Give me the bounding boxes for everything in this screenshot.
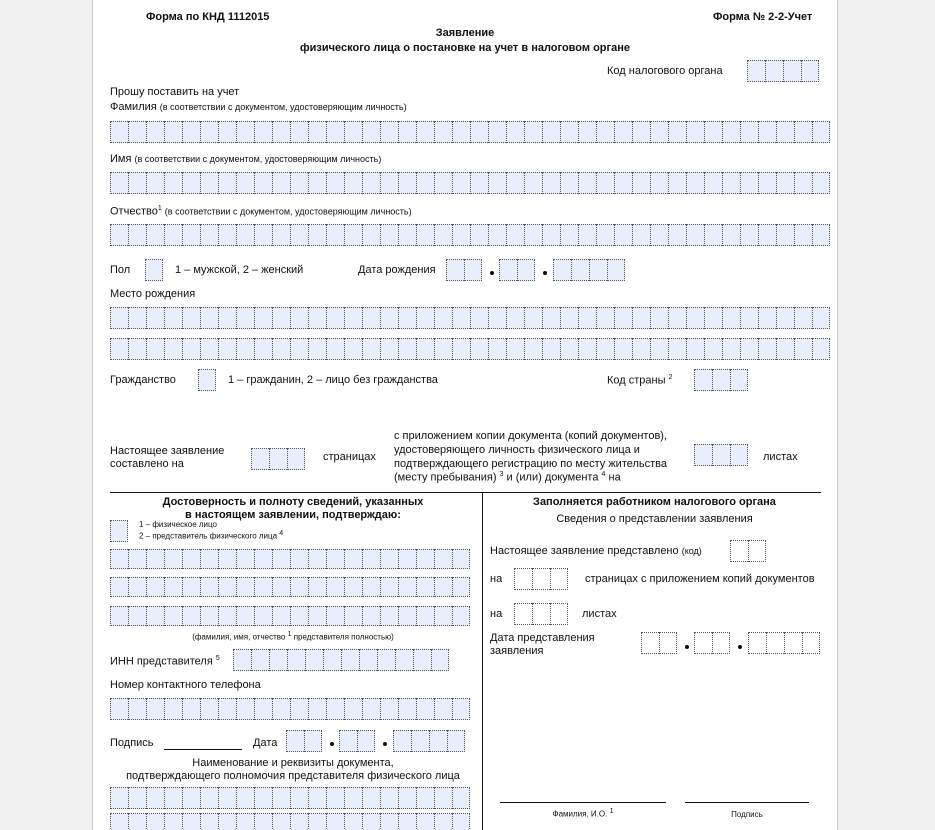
citizenship-label: Гражданство bbox=[110, 374, 176, 386]
inn-field[interactable] bbox=[233, 649, 449, 671]
doc-title-line1: Наименование и реквизиты документа, bbox=[192, 757, 394, 769]
surname-label bbox=[110, 101, 407, 113]
tax-authority-code-label: Код налогового органа bbox=[607, 65, 723, 77]
surname-label-text: Фамилия bbox=[110, 101, 157, 113]
signer-option-2 bbox=[139, 530, 283, 541]
inn-footnote: 5 bbox=[215, 655, 220, 662]
patronymic-label bbox=[110, 205, 412, 218]
phone-field[interactable] bbox=[110, 698, 470, 720]
birth-place-field-2[interactable] bbox=[110, 338, 830, 360]
authority-doc-field-2[interactable] bbox=[110, 813, 470, 830]
signer-option-1: 1 – физическое лицо bbox=[139, 520, 217, 529]
pages-text-line1: Настоящее заявление bbox=[110, 445, 225, 457]
birth-place-label: Место рождения bbox=[110, 288, 196, 300]
inn-label bbox=[110, 655, 220, 668]
pages-count-field[interactable] bbox=[251, 448, 305, 470]
submission-year-field[interactable] bbox=[748, 632, 820, 654]
doc-title-line2: подтверждающего полномочия представителя физического лица bbox=[126, 770, 460, 782]
attach-footnote-3: 3 bbox=[499, 471, 504, 478]
date-separator bbox=[738, 645, 742, 649]
tax-officer-subtitle: Сведения о представлении заявления bbox=[556, 513, 753, 525]
submission-day-field[interactable] bbox=[641, 632, 677, 654]
signer-option-2-text: 2 – представитель физического лица bbox=[139, 531, 278, 541]
column-divider bbox=[482, 492, 483, 830]
officer-signature-line[interactable] bbox=[685, 802, 809, 803]
submitted-label-text: Настоящее заявление представлено bbox=[490, 545, 679, 557]
confirm-title-line1: Достоверность и полноту сведений, указанных bbox=[162, 496, 424, 508]
attach-text-line4 bbox=[394, 471, 621, 484]
sign-month-field[interactable] bbox=[339, 730, 375, 752]
fio-note-b: представителя полностью) bbox=[291, 632, 394, 642]
country-code-field[interactable] bbox=[694, 369, 748, 391]
attach-footnote-4: 4 bbox=[601, 471, 606, 478]
on-label-2: на bbox=[490, 608, 503, 620]
officer-pages-field[interactable] bbox=[514, 568, 568, 590]
patronymic-field[interactable] bbox=[110, 224, 830, 246]
form-title-line2: физического лица о постановке на учет в налоговом органе bbox=[300, 42, 630, 54]
officer-signature-label: Подпись bbox=[731, 810, 763, 819]
date-separator bbox=[685, 645, 689, 649]
section-divider bbox=[110, 492, 821, 493]
patronymic-footnote: 1 bbox=[157, 205, 162, 212]
knd-code: Форма по КНД 1112015 bbox=[146, 11, 270, 23]
date-separator bbox=[490, 271, 494, 275]
citizenship-field[interactable] bbox=[198, 369, 216, 391]
officer-fio-footnote: 1 bbox=[609, 808, 614, 815]
sex-field[interactable] bbox=[145, 259, 163, 281]
signer-type-field[interactable] bbox=[110, 520, 128, 542]
patronymic-note: (в соответствии с документом, удостоверяющим личность) bbox=[164, 206, 412, 217]
tax-authority-code-field[interactable] bbox=[747, 60, 819, 82]
officer-sheets-field[interactable] bbox=[514, 603, 568, 625]
date-separator bbox=[383, 742, 387, 746]
sign-day-field[interactable] bbox=[286, 730, 322, 752]
submission-date-line1: Дата представления bbox=[490, 632, 595, 644]
country-code-label bbox=[607, 374, 672, 387]
name-field[interactable] bbox=[110, 172, 830, 194]
representative-fio-field-2[interactable] bbox=[110, 577, 470, 597]
date-separator bbox=[330, 742, 334, 746]
representative-fio-field-3[interactable] bbox=[110, 606, 470, 626]
sex-label: Пол bbox=[110, 264, 131, 276]
tax-registration-form bbox=[93, 0, 837, 830]
submission-month-field[interactable] bbox=[694, 632, 730, 654]
name-note: (в соответствии с документом, удостоверяющим личность) bbox=[134, 154, 382, 164]
tax-officer-title: Заполняется работником налогового органа bbox=[533, 496, 776, 508]
birth-date-label: Дата рождения bbox=[358, 264, 436, 276]
submitted-code-field[interactable] bbox=[730, 540, 766, 562]
officer-fio-label-text: Фамилия, И.О. bbox=[552, 809, 608, 819]
sign-year-field[interactable] bbox=[393, 730, 465, 752]
sheets-label: листах bbox=[582, 608, 617, 620]
country-code-label-text: Код страны bbox=[607, 374, 666, 387]
citizenship-hint: 1 – гражданин, 2 – лицо без гражданства bbox=[228, 374, 438, 386]
signature-line[interactable] bbox=[164, 749, 242, 750]
authority-doc-field-1[interactable] bbox=[110, 787, 470, 809]
officer-fio-line[interactable] bbox=[500, 802, 666, 803]
birth-place-field-1[interactable] bbox=[110, 307, 830, 329]
signer-option-2-footnote: 4 bbox=[279, 530, 284, 537]
inn-label-text: ИНН представителя bbox=[110, 655, 213, 668]
birth-year-field[interactable] bbox=[553, 259, 625, 281]
patronymic-label-text: Отчество bbox=[110, 205, 158, 218]
sheets-count-field[interactable] bbox=[694, 444, 748, 466]
surname-field[interactable] bbox=[110, 121, 830, 143]
date-separator bbox=[543, 271, 547, 275]
country-code-footnote: 2 bbox=[668, 374, 673, 381]
sex-hint: 1 – мужской, 2 – женский bbox=[175, 264, 304, 276]
pages-with-copies-text: страницах с приложением копий документов bbox=[585, 573, 815, 585]
birth-day-field[interactable] bbox=[446, 259, 482, 281]
attach-text-line1: с приложением копии документа (копий документов), bbox=[394, 430, 668, 442]
fio-note-footnote: 1 bbox=[287, 631, 292, 638]
signature-label: Подпись bbox=[110, 737, 154, 749]
request-text: Прошу поставить на учет bbox=[110, 86, 240, 98]
pages-unit: страницах bbox=[323, 451, 376, 463]
on-label-1: на bbox=[490, 573, 503, 585]
form-title-line1: Заявление bbox=[435, 27, 495, 39]
fio-note bbox=[110, 631, 476, 642]
representative-fio-field-1[interactable] bbox=[110, 549, 470, 569]
pages-text-line2: составлено на bbox=[110, 458, 184, 470]
fio-note-a: (фамилия, имя, отчество bbox=[192, 632, 286, 642]
birth-month-field[interactable] bbox=[499, 259, 535, 281]
submitted-label bbox=[490, 545, 702, 557]
attach-text-line4-b: и (или) документа bbox=[503, 471, 599, 484]
form-number: Форма № 2-2-Учет bbox=[713, 11, 813, 23]
attach-text-line4-a: (месту пребывания) bbox=[394, 471, 497, 484]
submission-date-line2: заявления bbox=[490, 645, 544, 657]
attach-text-line4-c: на bbox=[605, 471, 621, 484]
submitted-code-note: (код) bbox=[681, 546, 702, 556]
officer-fio-label bbox=[500, 808, 666, 819]
attach-text-line2: удостоверяющего личность физического лица и bbox=[394, 444, 640, 456]
surname-note: (в соответствии с документом, удостоверяющим личность) bbox=[159, 102, 407, 112]
date-label: Дата bbox=[253, 737, 278, 749]
sheets-unit: листах bbox=[763, 451, 798, 463]
name-label-text: Имя bbox=[110, 153, 132, 165]
confirm-title-line2: в настоящем заявлении, подтверждаю: bbox=[185, 509, 401, 521]
attach-text-line3: подтверждающего регистрацию по месту жительства bbox=[394, 458, 668, 470]
phone-label: Номер контактного телефона bbox=[110, 679, 261, 691]
name-label bbox=[110, 153, 381, 165]
